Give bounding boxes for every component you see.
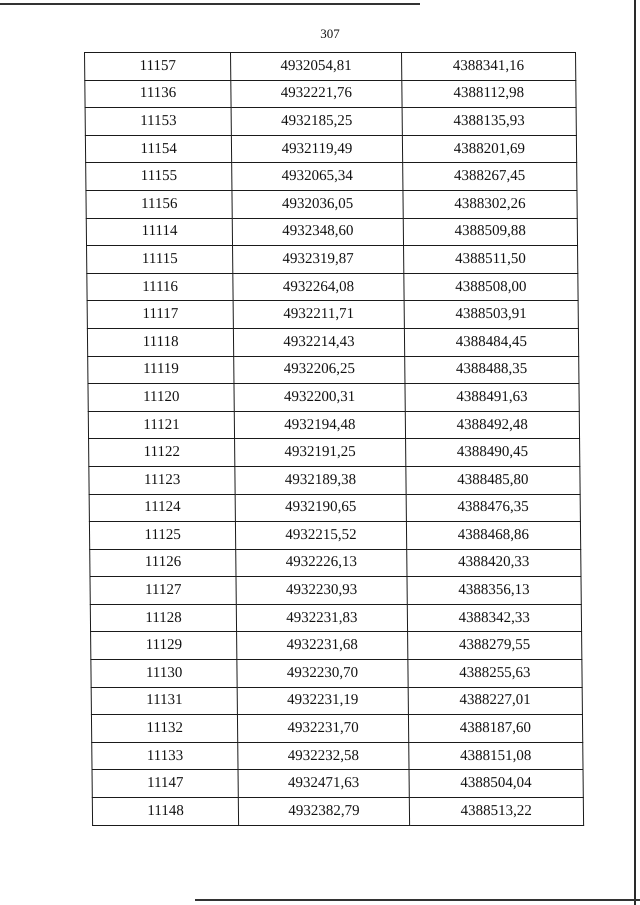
y-coordinate-cell: 4388279,55 xyxy=(407,632,582,660)
point-number-cell: 11122 xyxy=(89,439,236,467)
point-number-cell: 11132 xyxy=(91,715,238,743)
x-coordinate-cell: 4932185,25 xyxy=(231,108,402,136)
y-coordinate-cell: 4388468,86 xyxy=(406,522,581,550)
point-number-cell: 11116 xyxy=(87,273,234,301)
x-coordinate-cell: 4932191,25 xyxy=(235,439,406,467)
y-coordinate-cell: 4388484,45 xyxy=(404,328,579,356)
y-coordinate-cell: 4388509,88 xyxy=(403,218,578,246)
table-row xyxy=(87,328,578,356)
y-coordinate-cell: 4388201,69 xyxy=(402,135,577,163)
point-number-cell: 11157 xyxy=(85,53,232,81)
y-coordinate-cell: 4388341,16 xyxy=(401,53,576,81)
scan-border-bottom xyxy=(195,899,640,901)
y-coordinate-cell: 4388187,60 xyxy=(408,715,583,743)
y-coordinate-cell: 4388490,45 xyxy=(405,439,580,467)
point-number-cell: 11129 xyxy=(91,632,238,660)
x-coordinate-cell: 4932348,60 xyxy=(233,218,404,246)
table-row xyxy=(90,549,581,577)
table-row xyxy=(89,439,580,467)
x-coordinate-cell: 4932230,70 xyxy=(237,660,408,688)
table-row xyxy=(88,411,579,439)
x-coordinate-cell: 4932231,70 xyxy=(238,715,409,743)
x-coordinate-cell: 4932232,58 xyxy=(238,742,409,770)
point-number-cell: 11131 xyxy=(91,687,238,715)
x-coordinate-cell: 4932214,43 xyxy=(234,328,405,356)
point-number-cell: 11147 xyxy=(92,770,239,798)
table-row xyxy=(92,742,583,770)
y-coordinate-cell: 4388508,00 xyxy=(403,273,578,301)
x-coordinate-cell: 4932221,76 xyxy=(231,80,402,108)
table-row xyxy=(91,660,582,688)
point-number-cell: 11125 xyxy=(89,522,236,550)
point-number-cell: 11114 xyxy=(86,218,233,246)
table-row xyxy=(90,577,581,605)
point-number-cell: 11148 xyxy=(92,798,239,826)
point-number-cell: 11154 xyxy=(85,135,232,163)
table-row xyxy=(85,135,576,163)
point-number-cell: 11153 xyxy=(85,108,232,136)
page-number: 307 xyxy=(320,26,340,41)
x-coordinate-cell: 4932036,05 xyxy=(232,190,403,218)
table-row xyxy=(87,301,578,329)
y-coordinate-cell: 4388135,93 xyxy=(402,108,577,136)
point-number-cell: 11155 xyxy=(86,163,233,191)
table-row xyxy=(92,798,583,826)
y-coordinate-cell: 4388342,33 xyxy=(407,604,582,632)
table-row xyxy=(89,466,580,494)
scan-border-right xyxy=(634,0,636,905)
table-row xyxy=(86,190,577,218)
point-number-cell: 11124 xyxy=(89,494,236,522)
y-coordinate-cell: 4388476,35 xyxy=(406,494,581,522)
x-coordinate-cell: 4932382,79 xyxy=(239,798,410,826)
x-coordinate-cell: 4932065,34 xyxy=(232,163,403,191)
y-coordinate-cell: 4388488,35 xyxy=(404,356,579,384)
point-number-cell: 11127 xyxy=(90,577,237,605)
table-row xyxy=(85,53,576,81)
point-number-cell: 11130 xyxy=(91,660,238,688)
table-row xyxy=(86,218,577,246)
x-coordinate-cell: 4932206,25 xyxy=(234,356,405,384)
table-row xyxy=(90,604,581,632)
x-coordinate-cell: 4932231,83 xyxy=(237,604,408,632)
table-row xyxy=(92,770,583,798)
table-row xyxy=(89,522,580,550)
y-coordinate-cell: 4388491,63 xyxy=(405,384,580,412)
x-coordinate-cell: 4932189,38 xyxy=(235,466,406,494)
y-coordinate-cell: 4388356,13 xyxy=(407,577,582,605)
point-number-cell: 11118 xyxy=(87,328,234,356)
table-row xyxy=(85,108,576,136)
x-coordinate-cell: 4932215,52 xyxy=(236,522,407,550)
coordinates-table-body xyxy=(85,53,584,826)
x-coordinate-cell: 4932231,19 xyxy=(237,687,408,715)
table-row xyxy=(85,80,576,108)
table-row xyxy=(89,494,580,522)
y-coordinate-cell: 4388485,80 xyxy=(405,466,580,494)
table-row xyxy=(91,715,582,743)
y-coordinate-cell: 4388504,04 xyxy=(409,770,584,798)
x-coordinate-cell: 4932200,31 xyxy=(234,384,405,412)
point-number-cell: 11128 xyxy=(90,604,237,632)
table-row xyxy=(87,246,578,274)
point-number-cell: 11136 xyxy=(85,80,232,108)
point-number-cell: 11117 xyxy=(87,301,234,329)
x-coordinate-cell: 4932230,93 xyxy=(236,577,407,605)
y-coordinate-cell: 4388503,91 xyxy=(404,301,579,329)
x-coordinate-cell: 4932231,68 xyxy=(237,632,408,660)
x-coordinate-cell: 4932194,48 xyxy=(235,411,406,439)
table-row xyxy=(91,687,582,715)
point-number-cell: 11156 xyxy=(86,190,233,218)
y-coordinate-cell: 4388513,22 xyxy=(409,798,584,826)
y-coordinate-cell: 4388255,63 xyxy=(408,660,583,688)
table-row xyxy=(86,163,577,191)
point-number-cell: 11123 xyxy=(89,466,236,494)
x-coordinate-cell: 4932264,08 xyxy=(233,273,404,301)
y-coordinate-cell: 4388112,98 xyxy=(401,80,576,108)
table-row xyxy=(87,273,578,301)
x-coordinate-cell: 4932319,87 xyxy=(233,246,404,274)
coordinates-table xyxy=(84,52,584,826)
point-number-cell: 11119 xyxy=(88,356,235,384)
point-number-cell: 11126 xyxy=(90,549,237,577)
y-coordinate-cell: 4388511,50 xyxy=(403,246,578,274)
y-coordinate-cell: 4388227,01 xyxy=(408,687,583,715)
table-row xyxy=(88,356,579,384)
y-coordinate-cell: 4388302,26 xyxy=(403,190,578,218)
x-coordinate-cell: 4932190,65 xyxy=(235,494,406,522)
scan-border-top xyxy=(0,3,420,5)
y-coordinate-cell: 4388151,08 xyxy=(408,742,583,770)
x-coordinate-cell: 4932226,13 xyxy=(236,549,407,577)
x-coordinate-cell: 4932471,63 xyxy=(238,770,409,798)
y-coordinate-cell: 4388267,45 xyxy=(402,163,577,191)
point-number-cell: 11115 xyxy=(87,246,234,274)
table-row xyxy=(91,632,582,660)
point-number-cell: 11133 xyxy=(92,742,239,770)
y-coordinate-cell: 4388420,33 xyxy=(406,549,581,577)
y-coordinate-cell: 4388492,48 xyxy=(405,411,580,439)
x-coordinate-cell: 4932119,49 xyxy=(232,135,403,163)
table-row xyxy=(88,384,579,412)
point-number-cell: 11120 xyxy=(88,384,235,412)
point-number-cell: 11121 xyxy=(88,411,235,439)
x-coordinate-cell: 4932054,81 xyxy=(231,53,402,81)
x-coordinate-cell: 4932211,71 xyxy=(233,301,404,329)
